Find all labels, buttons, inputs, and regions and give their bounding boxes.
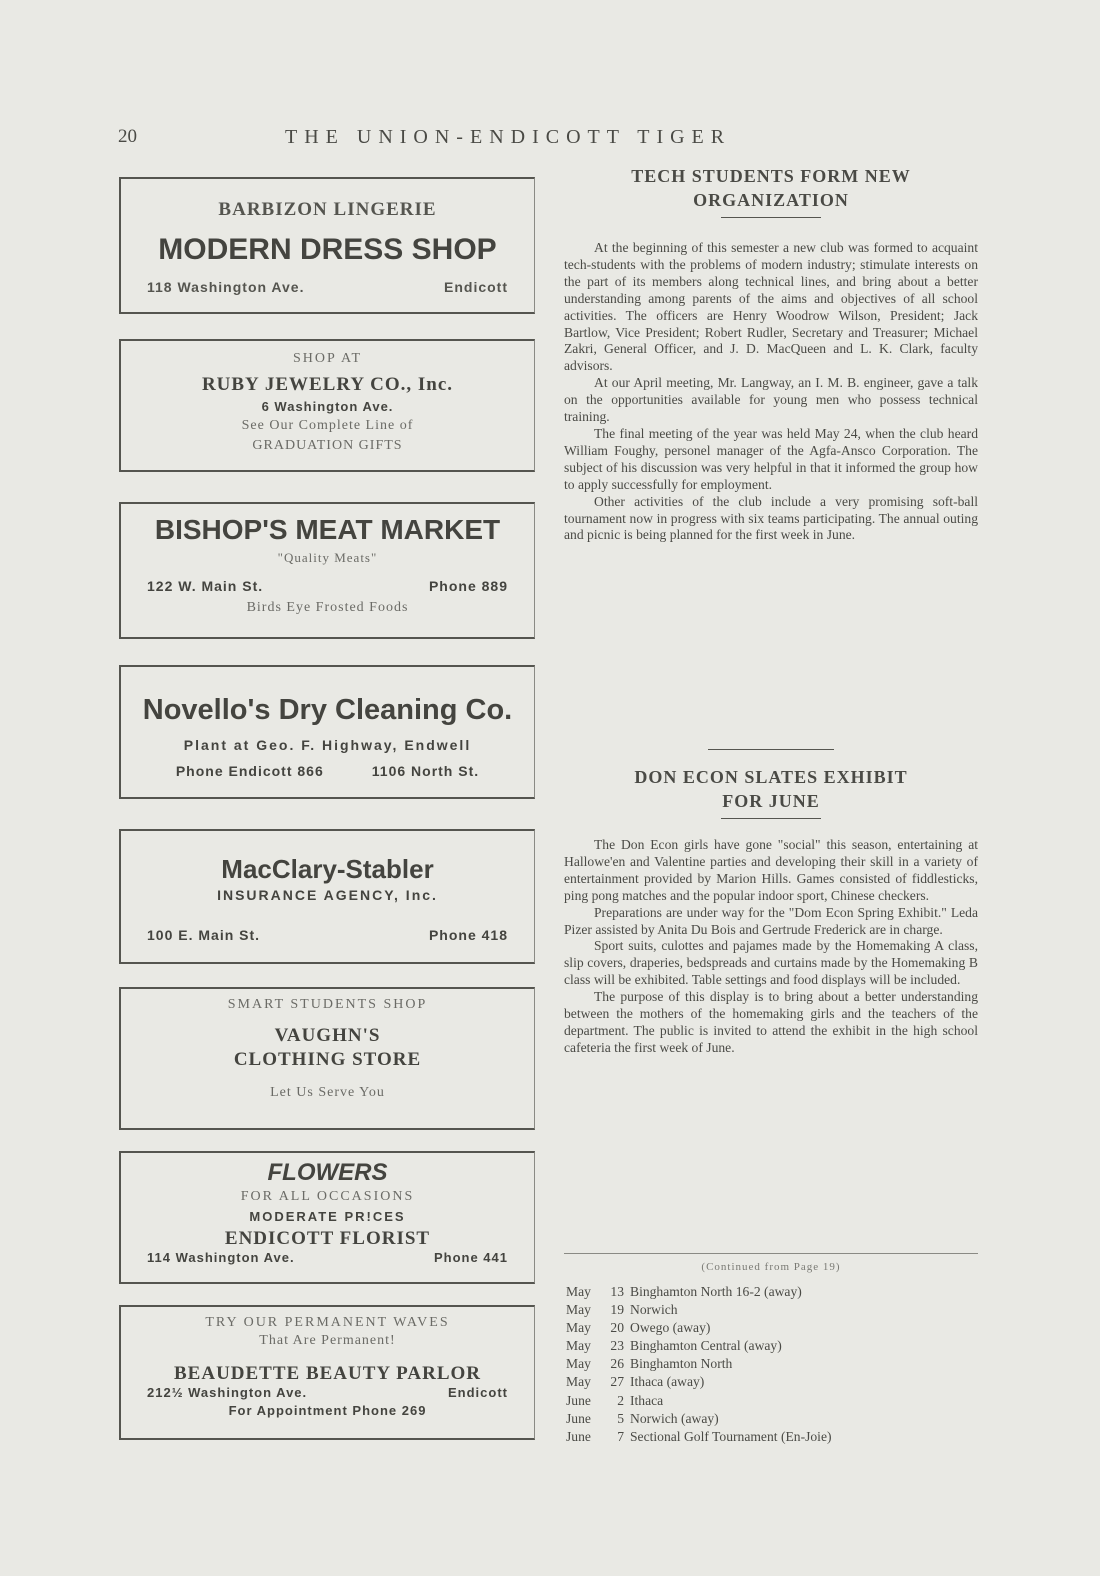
schedule-row — [566, 1428, 980, 1446]
article-don-econ — [564, 765, 978, 1057]
page-header — [118, 126, 978, 156]
article1-headline — [564, 164, 978, 212]
article2-paragraph: The purpose of this display is to bring about a better understanding between the mothers of the homemaking girls and the teachers of the department. The public is invited to attend the exhibit in the high school cafeteria the first week of June. — [564, 989, 978, 1055]
ad-novello-line2: Plant at Geo. F. Highway, Endwell — [183, 737, 472, 753]
schedule-day: 13 — [610, 1284, 624, 1299]
schedule-month: May — [566, 1302, 591, 1318]
article2-headline-line1: DON ECON SLATES EXHIBIT — [634, 767, 908, 787]
schedule-row — [566, 1283, 980, 1301]
schedule-day: 2 — [617, 1392, 624, 1408]
schedule-event: Norwich (away) — [630, 1410, 719, 1426]
running-title: THE UNION-ENDICOTT TIGER — [285, 126, 732, 148]
page-number: 20 — [118, 126, 137, 147]
ad-bishops-meat-market — [119, 502, 535, 639]
ad-barbizon-line2: MODERN DRESS SHOP — [158, 233, 497, 266]
ad-florist-line1: FLOWERS — [267, 1159, 388, 1186]
article1-paragraph: At the beginning of this semester a new club was formed to acquaint tech-students with the problems of modern industry; stimulate interests on the part of its members along technical lines, and bring about a better understanding among parents of the aims and objectives of all school activities. The officers are Henry Woodrow Wilson, President; Jack Bartlow, Vice President; Robert Rudler, Secretary and Treasurer; Michael Zakri, General Officer, and J. D. MacQueen and L. K. Clark, faculty advisors. — [564, 240, 978, 374]
ad-beaudette-beauty-parlor — [119, 1305, 535, 1440]
schedule-day: 23 — [610, 1338, 624, 1354]
article1-body — [564, 240, 978, 544]
ad-florist-line2: FOR ALL OCCASIONS — [240, 1189, 415, 1204]
article1-rule — [721, 217, 821, 218]
schedule-month: May — [566, 1338, 591, 1354]
schedule-event: Ithaca (away) — [630, 1374, 705, 1390]
ad-macclary-phone: Phone 418 — [428, 927, 508, 943]
ad-florist-phone: Phone 441 — [433, 1250, 508, 1265]
ad-bishop-line1: BISHOP'S MEAT MARKET — [154, 514, 501, 545]
ad-endicott-florist — [119, 1151, 535, 1284]
schedule-row — [566, 1373, 980, 1391]
ad-ruby-line2: RUBY JEWELRY CO., Inc. — [201, 374, 454, 395]
ad-beaudette-line5: For Appointment Phone 269 — [228, 1403, 427, 1418]
ad-vaughn-line1: SMART STUDENTS SHOP — [227, 997, 428, 1012]
ad-bishop-phone: Phone 889 — [428, 578, 508, 594]
article2-paragraph: Sport suits, culottes and pajames made by the Homemaking A class, slip covers, draperies, bedspreads and curtains made by the Homemaking B class will be exhibited. Table settings and food displays will be included. — [564, 938, 978, 988]
schedule-month: May — [566, 1356, 591, 1372]
schedule-month: May — [566, 1320, 591, 1336]
ad-vaughn-line2: VAUGHN'S — [274, 1025, 381, 1046]
article-divider — [564, 749, 978, 750]
ad-bishop-line4: Birds Eye Frosted Foods — [246, 600, 409, 615]
ad-vaughns-clothing — [119, 987, 535, 1130]
article2-rule — [721, 818, 821, 819]
schedule-row — [566, 1301, 980, 1319]
ad-beaudette-line3: BEAUDETTE BEAUTY PARLOR — [174, 1363, 481, 1384]
schedule-event: Norwich — [630, 1302, 678, 1318]
ad-vaughn-line4: Let Us Serve You — [270, 1085, 385, 1100]
article-tech-students — [564, 164, 978, 544]
ad-macclary-address: 100 E. Main St. — [147, 927, 261, 943]
ad-novello-address: 1106 North St. — [371, 763, 480, 779]
article1-headline-line2: ORGANIZATION — [693, 190, 849, 210]
schedule-row — [566, 1319, 980, 1337]
schedule-day: 7 — [617, 1428, 624, 1444]
schedule-rule — [564, 1253, 978, 1254]
article2-headline — [564, 765, 978, 813]
ad-ruby-line1: SHOP AT — [292, 351, 363, 366]
schedule-event: Ithaca — [630, 1392, 664, 1408]
ad-barbizon-line1: BARBIZON LINGERIE — [218, 199, 437, 220]
schedule-month: May — [566, 1374, 591, 1390]
ad-barbizon-address: 118 Washington Ave. — [147, 279, 305, 295]
ad-ruby-line3: 6 Washington Ave. — [261, 399, 394, 414]
golf-schedule — [566, 1283, 980, 1446]
schedule-month: June — [566, 1428, 591, 1444]
ad-ruby-line4: See Our Complete Line of — [241, 418, 414, 433]
ad-novello-dry-cleaning — [119, 665, 535, 799]
schedule-month: June — [566, 1392, 591, 1408]
ad-ruby-jewelry — [119, 339, 535, 472]
ad-beaudette-line2: That Are Permanent! — [259, 1333, 396, 1348]
schedule-month: June — [566, 1410, 591, 1426]
ad-novello-phone: Phone Endicott 866 — [175, 763, 324, 779]
schedule-day: 19 — [610, 1302, 624, 1318]
schedule-event: Binghamton North — [630, 1356, 733, 1372]
ad-beaudette-city: Endicott — [448, 1385, 508, 1400]
article1-headline-line1: TECH STUDENTS FORM NEW — [631, 166, 911, 186]
ad-beaudette-line1: TRY OUR PERMANENT WAVES — [205, 1315, 450, 1330]
ad-ruby-line5: GRADUATION GIFTS — [252, 438, 403, 453]
ad-vaughn-line3: CLOTHING STORE — [233, 1049, 422, 1070]
schedule-day: 5 — [617, 1410, 624, 1426]
article1-paragraph: The final meeting of the year was held May 24, when the club heard William Foughy, personel manager of the Agfa-Ansco Corporation. The subject of his discussion was very helpful in that it informed the group how to apply successfully for employment. — [564, 425, 978, 492]
schedule-month: May — [566, 1284, 591, 1299]
article2-body — [564, 837, 978, 1057]
ad-barbizon-city: Endicott — [444, 279, 508, 295]
ad-beaudette-address: 212½ Washington Ave. — [147, 1385, 308, 1400]
ad-macclary-line1: MacClary-Stabler — [221, 854, 434, 884]
schedule-event: Sectional Golf Tournament (En-Joie) — [630, 1428, 832, 1444]
ad-florist-line4: ENDICOTT FLORIST — [224, 1228, 431, 1249]
schedule-day: 27 — [610, 1374, 624, 1390]
ad-novello-line1: Novello's Dry Cleaning Co. — [142, 694, 513, 726]
schedule-row — [566, 1392, 980, 1410]
schedule-event: Owego (away) — [630, 1320, 711, 1336]
schedule-row — [566, 1355, 980, 1373]
schedule-day: 20 — [610, 1320, 624, 1336]
ad-macclary-stabler — [119, 829, 535, 964]
article2-headline-line2: FOR JUNE — [722, 791, 820, 811]
ad-florist-line3: MODERATE PR!CES — [249, 1209, 406, 1224]
ad-macclary-line2: INSURANCE AGENCY, Inc. — [217, 887, 438, 903]
article1-paragraph: Other activities of the club include a very promising soft-ball tournament now in progress with six teams participating. The annual outing and picnic is being planned for the first week in June. — [564, 493, 978, 543]
article-divider-rule — [708, 749, 834, 750]
schedule-event: Binghamton North 16-2 (away) — [630, 1284, 802, 1299]
ad-bishop-address: 122 W. Main St. — [147, 578, 264, 594]
continued-note: (Continued from Page 19) — [701, 1261, 841, 1273]
article2-paragraph: The Don Econ girls have gone "social" this season, entertaining at Hallowe'en and Valentine parties and developing their skill in a variety of entertainment provided by Marion Hills. Games consisted of fiddlesticks, ping pong matches and the popular indoor sport, Chinese checkers. — [564, 837, 978, 903]
schedule-row — [566, 1410, 980, 1428]
article2-paragraph: Preparations are under way for the "Dom Econ Spring Exhibit." Leda Pizer assisted by Anita Du Bois and Gertrude Frederick are in charge. — [564, 904, 978, 937]
schedule-day: 26 — [610, 1356, 624, 1372]
ad-modern-dress-shop — [119, 177, 535, 314]
ad-bishop-line2: "Quality Meats" — [277, 550, 378, 565]
schedule-row — [566, 1337, 980, 1355]
ad-florist-address: 114 Washington Ave. — [147, 1250, 295, 1265]
article1-paragraph: At our April meeting, Mr. Langway, an I. M. B. engineer, gave a talk on the opportunities available for young men who possess technical training. — [564, 375, 978, 425]
schedule-event: Binghamton Central (away) — [630, 1338, 782, 1354]
